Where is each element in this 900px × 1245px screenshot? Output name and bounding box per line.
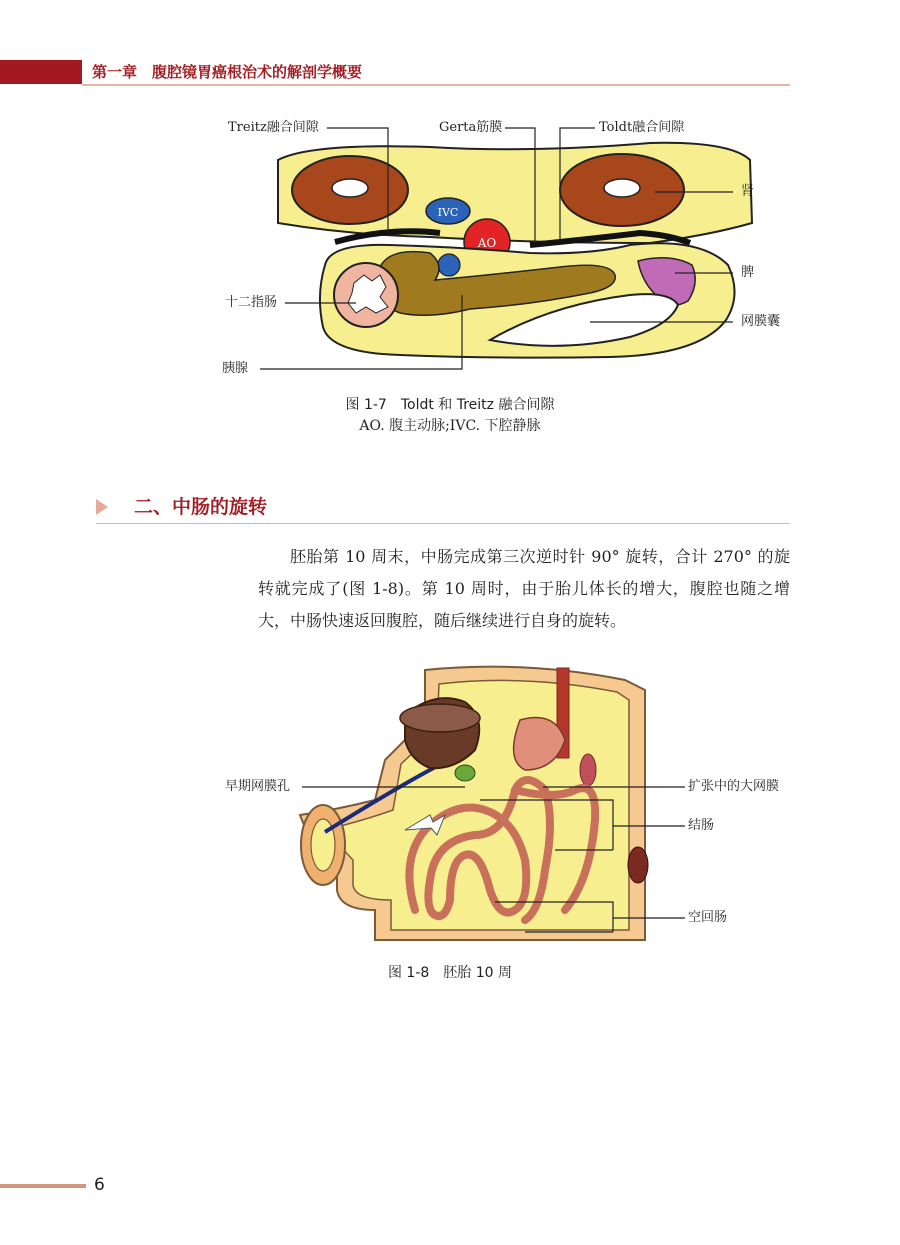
header-accent-bar — [0, 60, 82, 84]
figure-1-8-caption: 图 1-8 胚胎 10 周 — [387, 965, 513, 981]
figure-1-7-subcaption: AO. 腹主动脉;IVC. 下腔静脉 — [359, 418, 541, 434]
label-ileum: 空回肠 — [688, 910, 728, 925]
footer-accent-bar — [0, 1184, 86, 1188]
label-pancreas: 胰腺 — [222, 361, 249, 376]
body-paragraph — [258, 541, 790, 637]
label-duodenum: 十二指肠 — [225, 295, 278, 310]
label-toldt: Toldt融合间隙 — [599, 120, 685, 135]
ao-label: AO — [477, 236, 497, 250]
figure-1-8 — [225, 660, 790, 950]
page-number: 6 — [94, 1175, 105, 1195]
ivc-label: IVC — [437, 206, 459, 219]
label-omental-bursa: 网膜囊 — [741, 314, 781, 329]
figure-1-8-illustration — [225, 660, 790, 950]
figure-1-7 — [222, 115, 790, 390]
paragraph-text: 胚胎第 10 周末，中肠完成第三次逆时针 90° 旋转，合计 270° 的旋转就完成了(图 1-8)。第 10 周时，由于胎儿体长的增大，腹腔也随之增大，中肠快速返回腹腔，随后继续进行自身的旋转。 — [258, 547, 790, 630]
figure-1-7-caption: 图 1-7 Toldt 和 Treitz 融合间隙 — [345, 397, 555, 413]
section-title: 二、中肠的旋转 — [134, 496, 268, 518]
label-spleen: 脾 — [741, 265, 755, 280]
header-rule — [82, 84, 790, 86]
label-gerta: Gerta筋膜 — [439, 120, 503, 135]
label-treitz: Treitz融合间隙 — [228, 120, 319, 135]
label-kidney: 肾 — [741, 184, 755, 199]
label-colon: 结肠 — [688, 818, 715, 833]
figure-1-7-illustration — [230, 115, 790, 390]
chapter-title: 第一章 腹腔镜胃癌根治术的解剖学概要 — [92, 63, 363, 81]
label-epiploic-foramen: 早期网膜孔 — [225, 779, 291, 794]
section-arrow-icon — [96, 499, 108, 515]
label-greater-omentum: 扩张中的大网膜 — [688, 779, 780, 794]
section-rule — [96, 523, 790, 524]
